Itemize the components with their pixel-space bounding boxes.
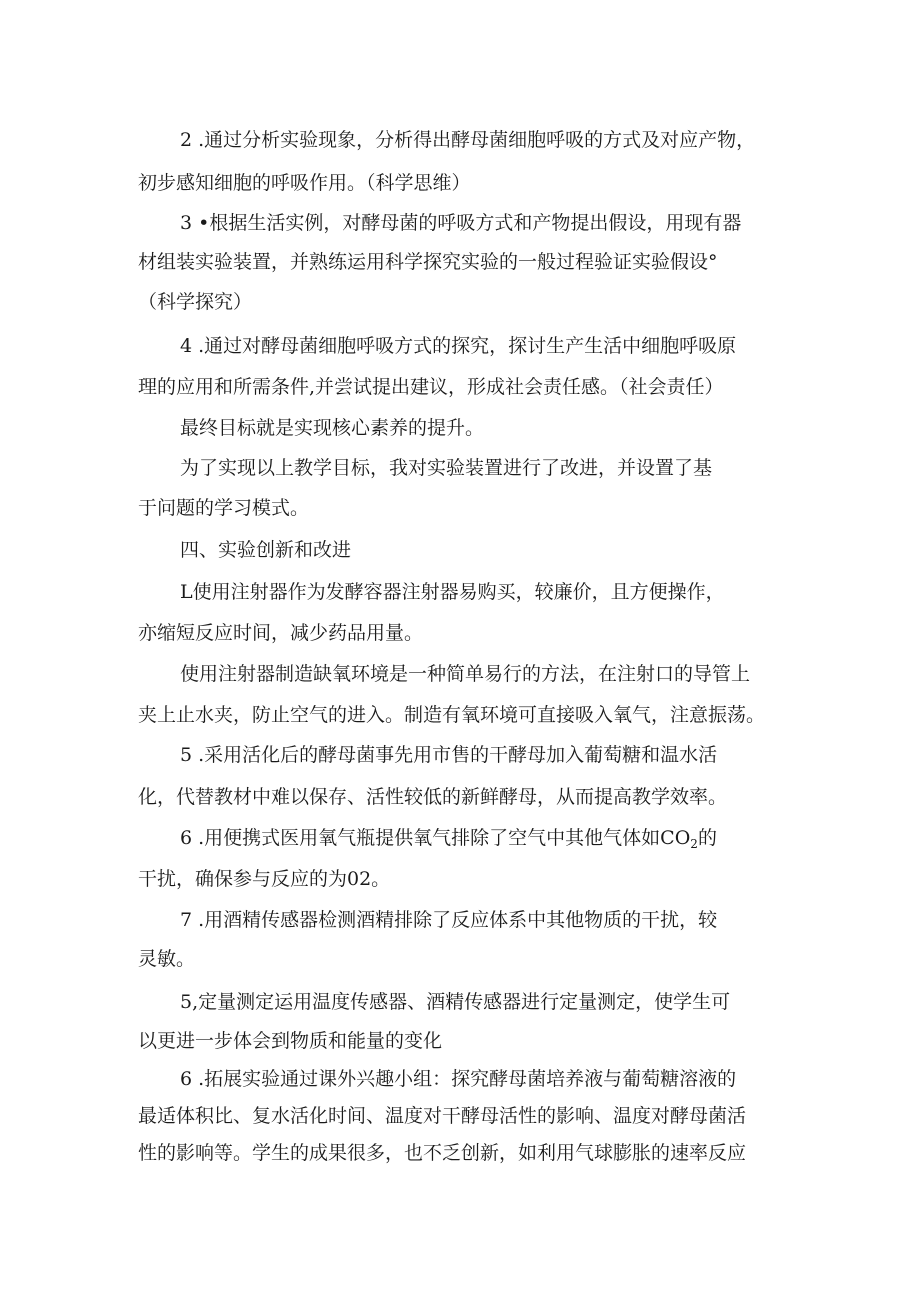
formula-subscript: 2: [690, 837, 698, 851]
paragraph-line: 4 .通过对酵母菌细胞呼吸方式的探究，探讨生产生活中细胞呼吸原: [180, 335, 737, 357]
paragraph-line: 性的影响等。学生的成果很多，也不乏创新，如利用气球膨胀的速率反应: [138, 1142, 747, 1164]
paragraph-line: 6 .拓展实验通过课外兴趣小组：探究酵母菌培养液与葡萄糖溶液的: [180, 1068, 737, 1090]
paragraph-line: 初步感知细胞的呼吸作用。（科学思维）: [138, 172, 471, 194]
paragraph-line: 最适体积比、复水活化时间、温度对干酵母活性的影响、温度对酵母菌活: [138, 1105, 747, 1127]
paragraph-line: 亦缩短反应时间，减少药品用量。: [138, 622, 424, 644]
paragraph-line: [180, 826, 717, 856]
paragraph-line: 3 •根据生活实例，对酵母菌的呼吸方式和产物提出假设，用现有器: [180, 212, 742, 234]
paragraph-line: L使用注射器作为发酵容器注射器易购买，较廉价，且方便操作，: [180, 581, 725, 603]
paragraph-line: 理的应用和所需条件,并尝试提出建议，形成社会责任感。（社会责任）: [138, 376, 724, 398]
chemical-formula: [660, 827, 698, 849]
paragraph-line: 夹上止水夹，防止空气的进入。制造有氧环境可直接吸入氧气，注意振荡。: [138, 704, 766, 726]
paragraph-line: 7 .用酒精传感器检测酒精排除了反应体系中其他物质的干扰，较: [180, 909, 718, 931]
formula-main: CO: [660, 827, 691, 849]
paragraph-line: 5,定量测定运用温度传感器、酒精传感器进行定量测定，使学生可: [180, 991, 731, 1013]
paragraph-line: 灵敏。: [138, 948, 196, 970]
paragraph-line: 以更进一步体会到物质和能量的变化: [138, 1030, 443, 1052]
paragraph-line: 于问题的学习模式。: [138, 497, 310, 519]
paragraph-line: 干扰，确保参与反应的为02。: [138, 868, 391, 890]
paragraph-line: （科学探究）: [138, 291, 253, 313]
paragraph-line: 2 .通过分析实验现象，分析得出酵母菌细胞呼吸的方式及对应产物，: [180, 129, 756, 151]
paragraph-line: 使用注射器制造缺氧环境是一种简单易行的方法，在注射口的导管上: [180, 663, 751, 685]
line-text: 的: [697, 827, 717, 849]
paragraph-line: 最终目标就是实现核心素养的提升。: [180, 417, 485, 439]
paragraph-line: 为了实现以上教学目标，我对实验装置进行了改进，并设置了基: [180, 457, 713, 479]
section-heading: 四、实验创新和改进: [180, 539, 352, 561]
paragraph-line: 5 .采用活化后的酵母菌事先用市售的干酵母加入葡萄糖和温水活: [180, 744, 718, 766]
line-text: 6 .用便携式医用氧气瓶提供氧气排除了空气中其他气体如: [180, 827, 661, 849]
paragraph-line: 材组装实验装置，并熟练运用科学探究实验的一般过程验证实验假设°: [138, 251, 718, 273]
paragraph-line: 化，代替教材中难以保存、活性较低的新鲜酵母，从而提高教学效率。: [138, 786, 728, 808]
